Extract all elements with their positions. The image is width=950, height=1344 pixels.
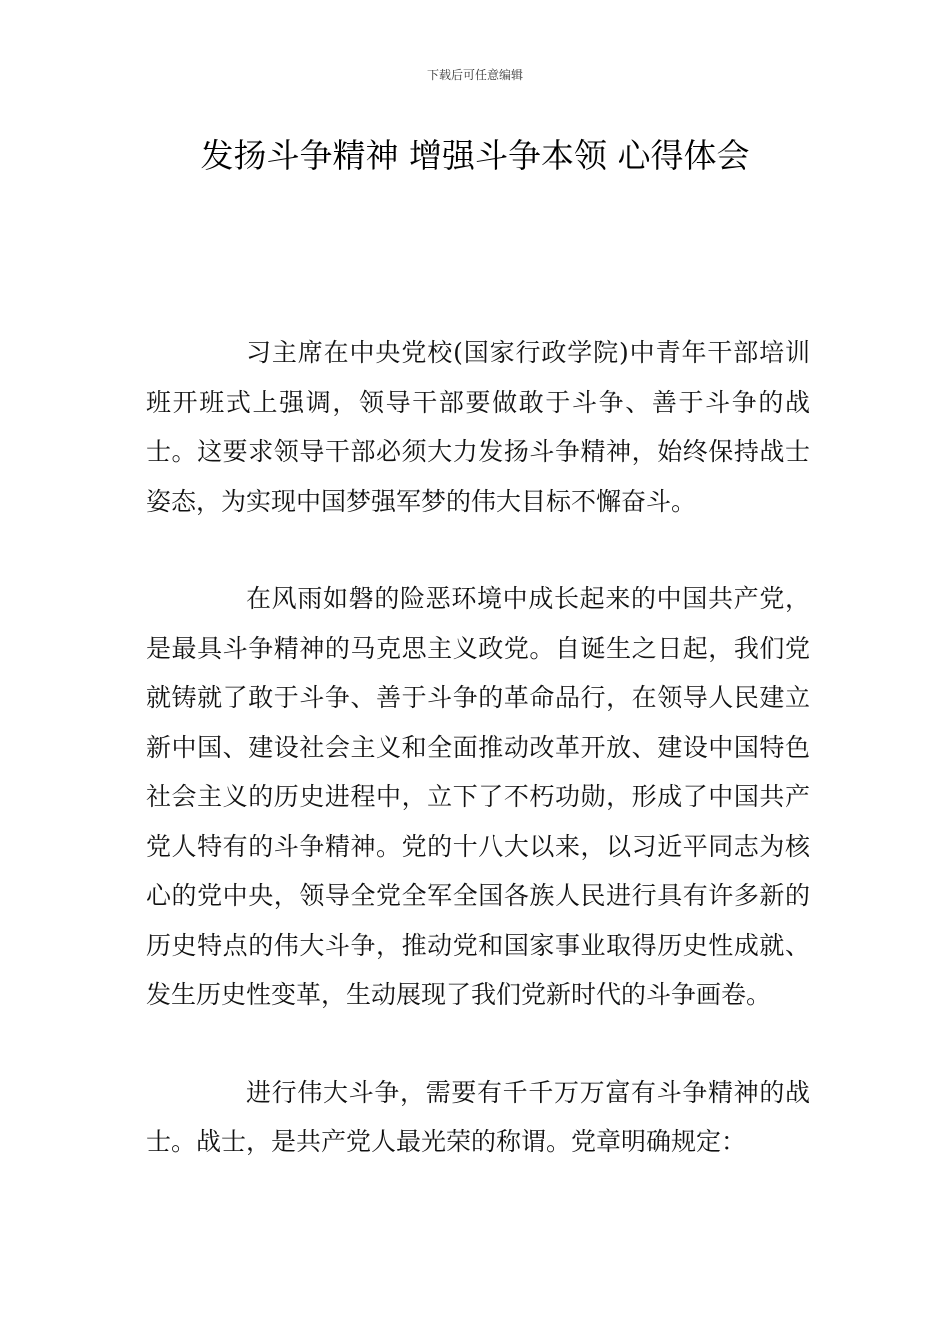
page-header-note: 下载后可任意编辑 bbox=[426, 68, 523, 82]
paragraph-2: 在风雨如磐的险恶环境中成长起来的中国共产党，是最具斗争精神的马克思主义政党。自诞生之日起，我们党就铸就了敢于斗争、善于斗争的革命品行，在领导人民建立新中国、建设社会主义和全面推动改革开放、建设中国特色社会主义的历史进程中，立下了不朽功勋，形成了中国共产党人特有的斗争精神。党的十八大以来，以习近平同志为核心的党中央，领导全党全军全国各族人民进行具有许多新的历史特点的伟大斗争，推动党和国家事业取得历史性成就、发生历史性变革，生动展现了我们党新时代的斗争画卷。 bbox=[146, 584, 810, 1009]
document-title: 发扬斗争精神 增强斗争本领 心得体会 bbox=[200, 136, 750, 175]
paragraph-3: 进行伟大斗争，需要有千千万万富有斗争精神的战士。战士，是共产党人最光荣的称谓。党章明确规定： bbox=[146, 1077, 810, 1156]
paragraph-1: 习主席在中央党校(国家行政学院)中青年干部培训班开班式上强调，领导干部要做敢于斗争、善于斗争的战士。这要求领导干部必须大力发扬斗争精神，始终保持战士姿态，为实现中国梦强军梦的伟大目标不懈奋斗。 bbox=[146, 338, 810, 516]
document-body bbox=[146, 328, 810, 1215]
